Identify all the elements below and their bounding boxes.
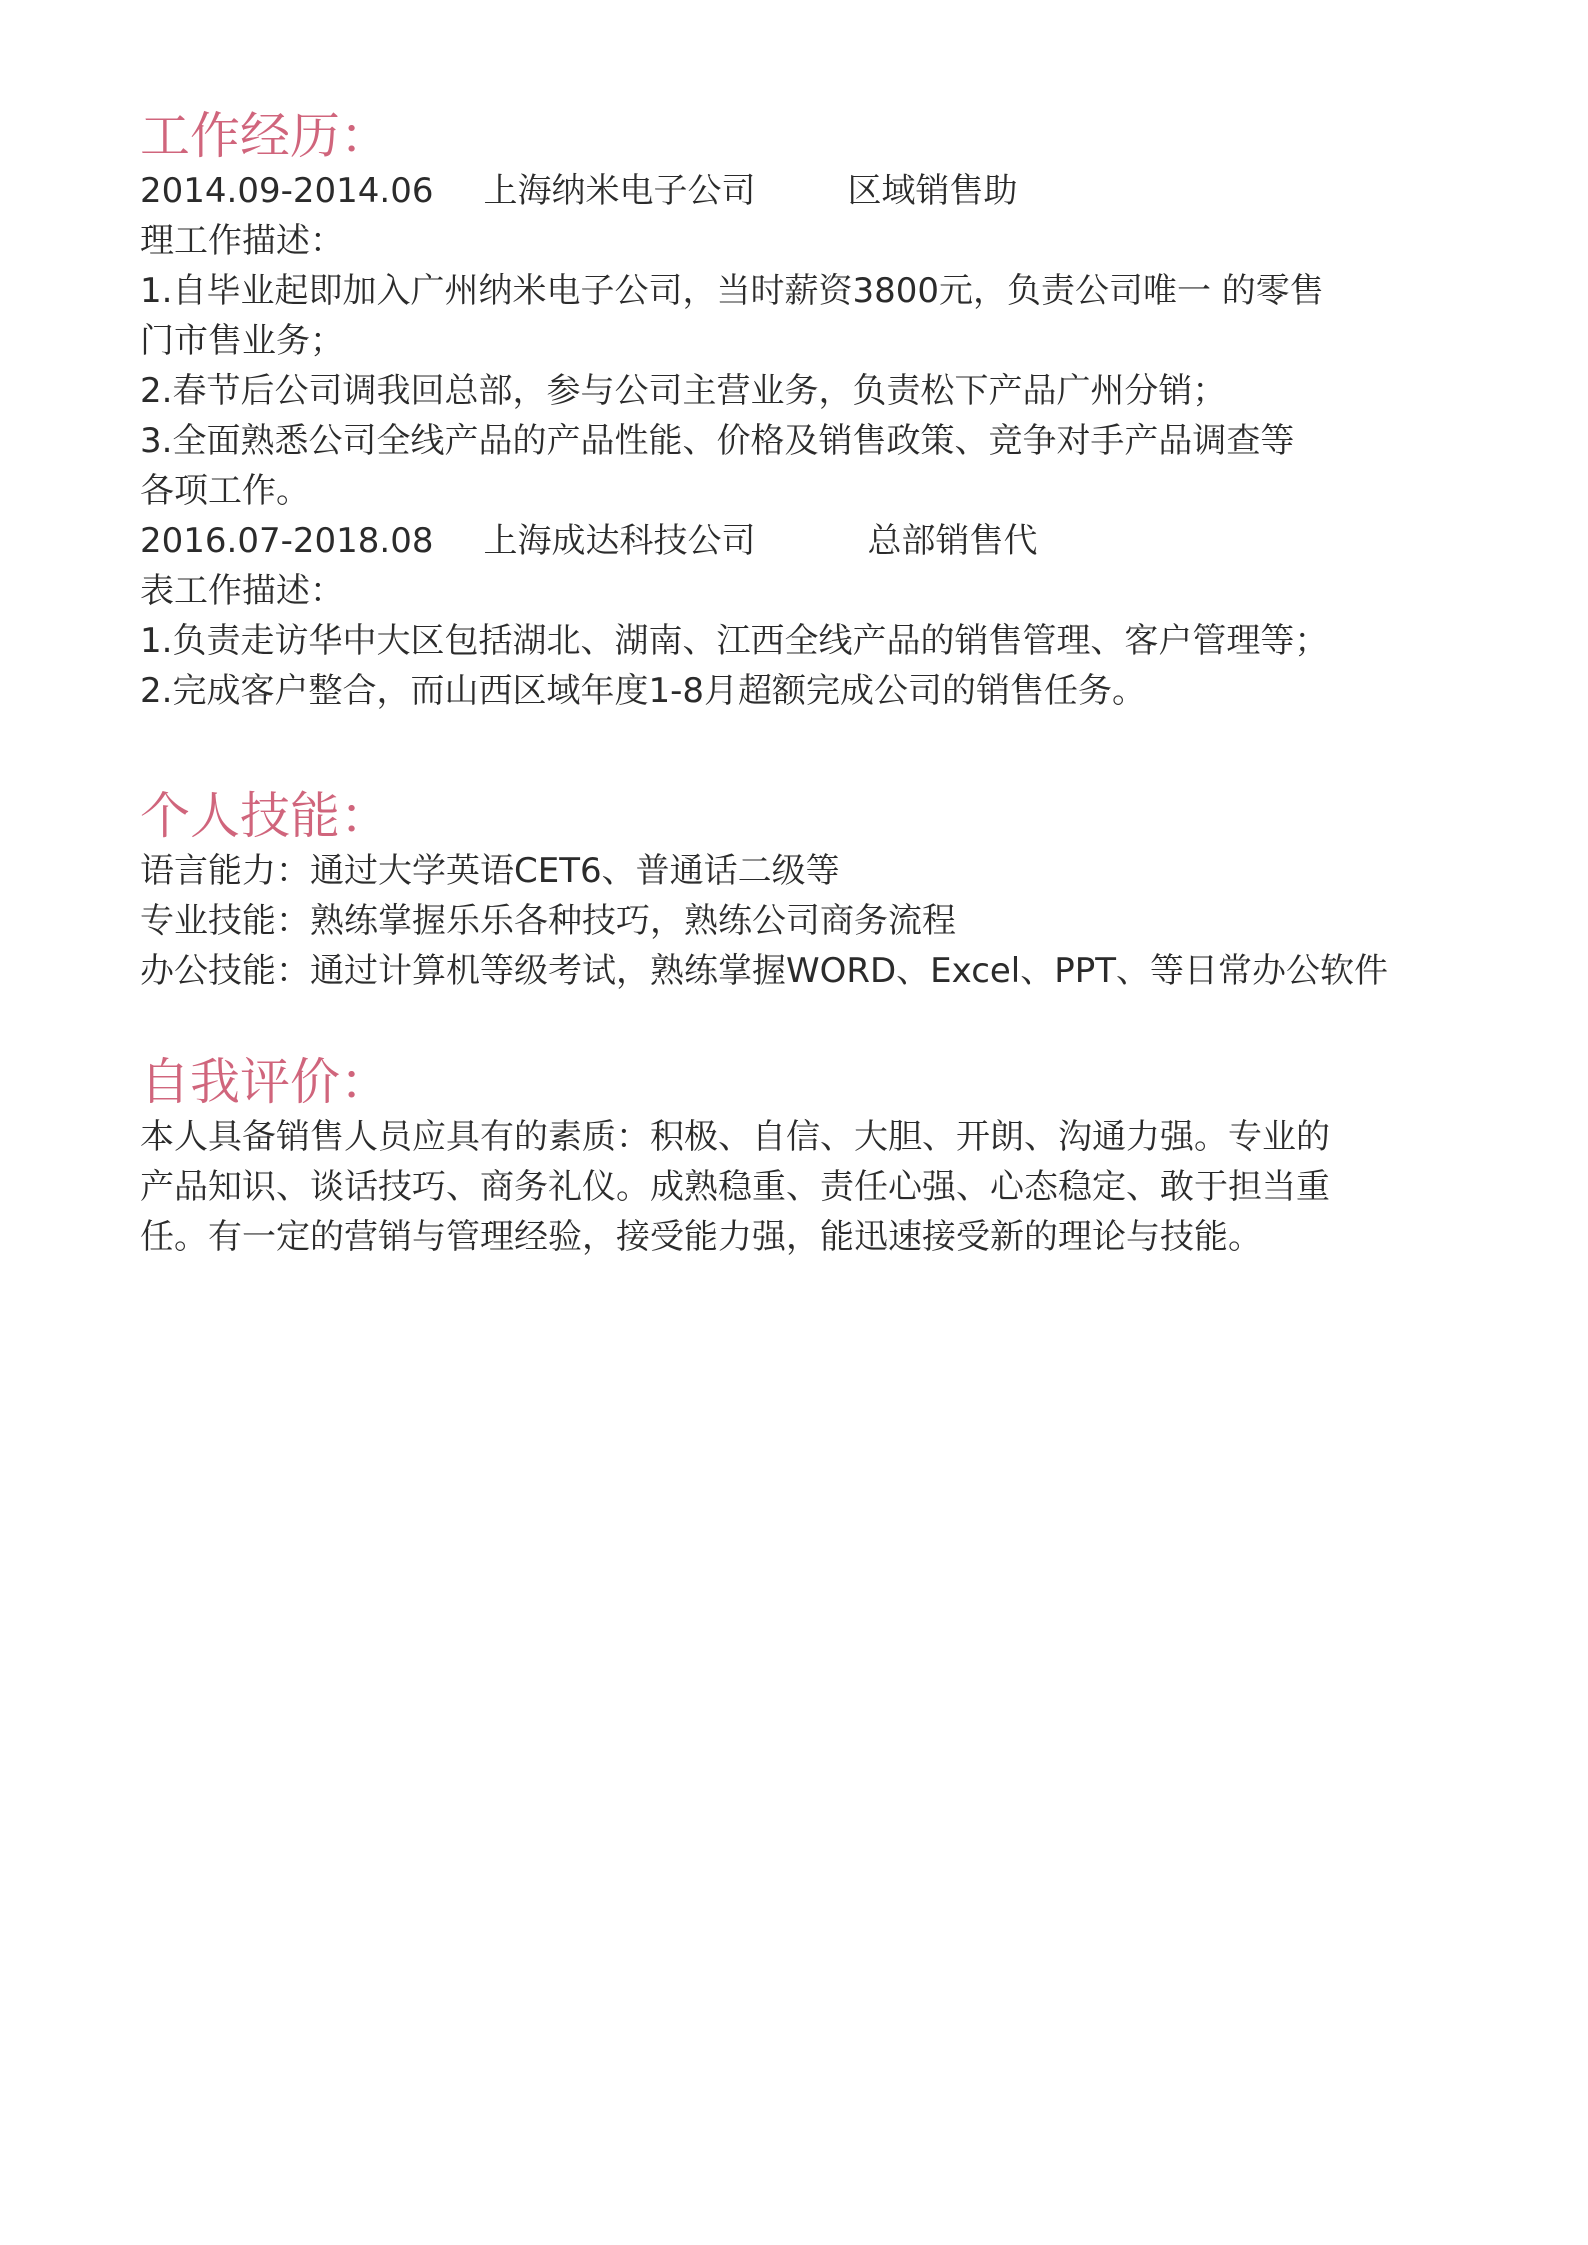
job-duty-item: 1.自毕业起即加入广州纳米电子公司，当时薪资3800元，负责公司唯一 的零售 bbox=[140, 271, 1324, 311]
self-evaluation-line: 产品知识、谈话技巧、商务礼仪。成熟稳重、责任心强、心态稳定、敢于担当重 bbox=[140, 1167, 1330, 1207]
skills-title: 个人技能： bbox=[140, 787, 390, 845]
job-duty-item: 1.负责走访华中大区包括湖北、湖南、江西全线产品的销售管理、客户管理等； bbox=[140, 621, 1329, 661]
job-duty-item: 各项工作。 bbox=[140, 471, 310, 511]
job-period: 2016.07-2018.08 bbox=[140, 521, 434, 561]
work-experience-title: 工作经历： bbox=[140, 107, 390, 165]
job-position: 区域销售助 bbox=[847, 171, 1018, 211]
job-entry bbox=[140, 516, 1460, 716]
skills-section bbox=[140, 786, 1460, 996]
job-duty-item: 3.全面熟悉公司全线产品的产品性能、价格及销售政策、竞争对手产品调查等 bbox=[140, 421, 1295, 461]
job-header bbox=[140, 516, 1460, 566]
job-position-continued: 理工作描述： bbox=[140, 221, 344, 261]
job-company: 上海成达科技公司 bbox=[483, 521, 756, 561]
job-position-continued: 表工作描述： bbox=[140, 571, 344, 611]
job-position: 总部销售代 bbox=[867, 521, 1038, 561]
job-duty-item: 门市售业务； bbox=[140, 321, 344, 361]
self-evaluation-title: 自我评价： bbox=[140, 1053, 390, 1111]
job-duty-item: 2.春节后公司调我回总部，参与公司主营业务，负责松下产品广州分销； bbox=[140, 371, 1227, 411]
skill-item: 语言能力：通过大学英语CET6、普通话二级等 bbox=[140, 851, 840, 891]
job-duty-item: 2.完成客户整合，而山西区域年度1-8月超额完成公司的销售任务。 bbox=[140, 671, 1146, 711]
work-experience-section bbox=[140, 106, 1460, 716]
skill-item: 办公技能：通过计算机等级考试，熟练掌握WORD、Excel、PPT、等日常办公软件 bbox=[140, 951, 1389, 991]
job-period: 2014.09-2014.06 bbox=[140, 171, 434, 211]
job-header bbox=[140, 166, 1460, 216]
self-evaluation-line: 本人具备销售人员应具有的素质：积极、自信、大胆、开朗、沟通力强。专业的 bbox=[140, 1117, 1330, 1157]
self-evaluation-section bbox=[140, 1052, 1460, 1262]
job-entry bbox=[140, 166, 1460, 516]
self-evaluation-line: 任。有一定的营销与管理经验，接受能力强，能迅速接受新的理论与技能。 bbox=[140, 1217, 1262, 1257]
skill-item: 专业技能：熟练掌握乐乐各种技巧，熟练公司商务流程 bbox=[140, 901, 956, 941]
job-company: 上海纳米电子公司 bbox=[483, 171, 756, 211]
